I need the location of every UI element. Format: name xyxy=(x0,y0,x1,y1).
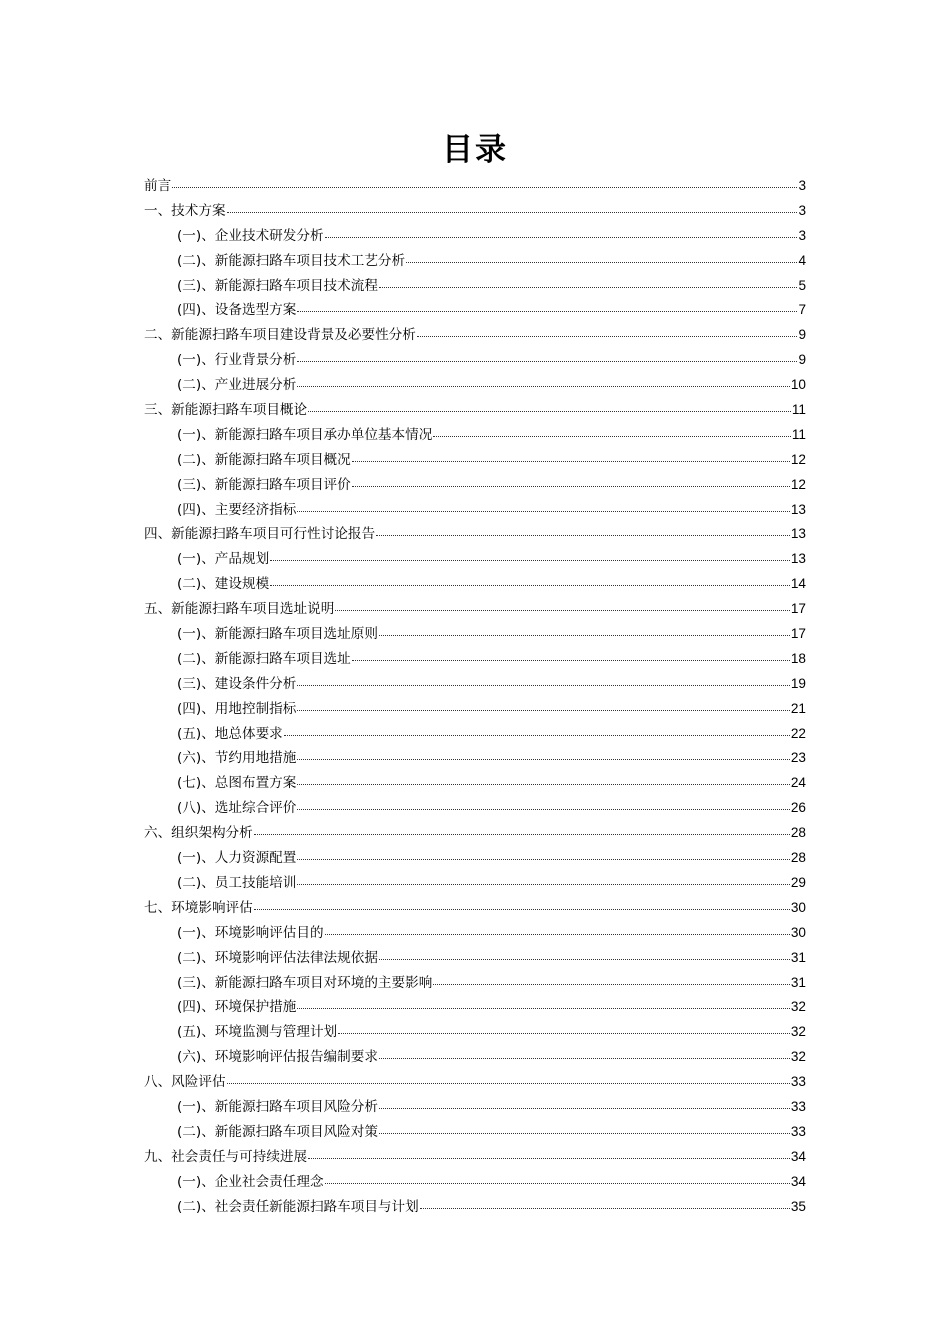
toc-entry-label: 五、新能源扫路车项目选址说明 xyxy=(144,601,335,618)
toc-entry-label: (三)、新能源扫路车项目评价 xyxy=(177,476,351,493)
toc-title: 目录 xyxy=(442,132,508,168)
toc-entry-label: (一)、行业背景分析 xyxy=(177,352,297,369)
toc-page-number: 31 xyxy=(790,974,806,990)
toc-page-number: 12 xyxy=(790,476,806,492)
toc-subsection-entry[interactable] xyxy=(144,971,806,996)
toc-subsection-entry[interactable] xyxy=(144,995,806,1020)
toc-entry-label: (二)、环境影响评估法律法规依据 xyxy=(177,949,378,966)
toc-subsection-entry[interactable] xyxy=(144,373,806,398)
toc-page-number: 32 xyxy=(790,999,806,1015)
toc-entry-label: (四)、环境保护措施 xyxy=(177,999,297,1016)
toc-entry-label: (五)、环境监测与管理计划 xyxy=(177,1024,338,1041)
toc-page-number: 18 xyxy=(790,650,806,666)
toc-entry-label: (一)、企业社会责任理念 xyxy=(177,1173,324,1190)
toc-page-number: 3 xyxy=(798,178,806,193)
toc-dot-leader xyxy=(379,959,790,960)
toc-dot-leader xyxy=(308,411,791,412)
toc-dot-leader xyxy=(376,535,790,536)
toc-page-number: 9 xyxy=(798,352,806,368)
toc-page-number: 4 xyxy=(798,252,806,268)
toc-section-entry[interactable] xyxy=(144,522,806,547)
toc-entry-label: (一)、企业技术研发分析 xyxy=(177,227,324,244)
toc-dot-leader xyxy=(227,212,798,213)
toc-dot-leader xyxy=(297,311,797,312)
toc-entry-label: (三)、新能源扫路车项目对环境的主要影响 xyxy=(177,974,433,991)
toc-page-number: 34 xyxy=(790,1148,806,1164)
toc-page-number: 33 xyxy=(790,1074,806,1090)
toc-dot-leader xyxy=(297,759,790,760)
toc-page-number: 5 xyxy=(798,277,806,293)
toc-dot-leader xyxy=(297,386,790,387)
toc-page-number: 32 xyxy=(790,1049,806,1065)
toc-section-entry[interactable] xyxy=(144,199,806,224)
toc-subsection-entry[interactable] xyxy=(144,697,806,722)
toc-section-entry[interactable] xyxy=(144,398,806,423)
toc-entry-label: (一)、环境影响评估目的 xyxy=(177,924,324,941)
toc-page-number: 10 xyxy=(790,377,806,393)
table-of-contents xyxy=(144,174,806,1219)
toc-page-number: 31 xyxy=(790,949,806,965)
toc-entry-label: 二、新能源扫路车项目建设背景及必要性分析 xyxy=(144,327,416,344)
toc-entry-label: (三)、建设条件分析 xyxy=(177,675,297,692)
toc-page-number: 24 xyxy=(790,775,806,791)
toc-page-number: 13 xyxy=(790,526,806,542)
toc-page-number: 9 xyxy=(798,327,806,343)
toc-page-number: 30 xyxy=(790,899,806,915)
toc-dot-leader xyxy=(406,262,797,263)
toc-dot-leader xyxy=(297,859,790,860)
toc-entry-label: (二)、社会责任新能源扫路车项目与计划 xyxy=(177,1198,419,1215)
toc-section-entry[interactable] xyxy=(144,174,806,199)
toc-entry-label: (二)、新能源扫路车项目概况 xyxy=(177,451,351,468)
toc-subsection-entry[interactable] xyxy=(144,498,806,523)
toc-subsection-entry[interactable] xyxy=(144,921,806,946)
toc-subsection-entry[interactable] xyxy=(144,473,806,498)
toc-dot-leader xyxy=(379,1108,790,1109)
toc-section-entry[interactable] xyxy=(144,896,806,921)
toc-entry-label: 一、技术方案 xyxy=(144,202,226,219)
toc-subsection-entry[interactable] xyxy=(144,547,806,572)
toc-dot-leader xyxy=(270,560,790,561)
toc-subsection-entry[interactable] xyxy=(144,871,806,896)
toc-subsection-entry[interactable] xyxy=(144,946,806,971)
toc-dot-leader xyxy=(420,1208,790,1209)
toc-dot-leader xyxy=(338,1033,790,1034)
toc-section-entry[interactable] xyxy=(144,821,806,846)
toc-entry-label: 九、社会责任与可持续进展 xyxy=(144,1148,308,1165)
toc-dot-leader xyxy=(297,685,790,686)
toc-subsection-entry[interactable] xyxy=(144,1045,806,1070)
toc-entry-label: 前言 xyxy=(144,178,172,194)
toc-page-number: 29 xyxy=(790,874,806,890)
toc-subsection-entry[interactable] xyxy=(144,647,806,672)
toc-subsection-entry[interactable] xyxy=(144,274,806,299)
toc-subsection-entry[interactable] xyxy=(144,1020,806,1045)
toc-section-entry[interactable] xyxy=(144,597,806,622)
toc-page-number: 17 xyxy=(790,601,806,617)
toc-subsection-entry[interactable] xyxy=(144,771,806,796)
toc-dot-leader xyxy=(325,1183,790,1184)
toc-dot-leader xyxy=(227,1083,790,1084)
toc-page-number: 3 xyxy=(798,227,806,243)
toc-page-number: 3 xyxy=(798,202,806,218)
toc-page-number: 22 xyxy=(790,725,806,741)
toc-entry-label: (三)、新能源扫路车项目技术流程 xyxy=(177,277,378,294)
toc-entry-label: (二)、产业进展分析 xyxy=(177,377,297,394)
toc-page-number: 33 xyxy=(790,1123,806,1139)
toc-dot-leader xyxy=(379,1058,790,1059)
toc-page-number: 17 xyxy=(790,626,806,642)
toc-entry-label: (一)、新能源扫路车项目选址原则 xyxy=(177,626,378,643)
toc-dot-leader xyxy=(297,710,790,711)
toc-subsection-entry[interactable] xyxy=(144,572,806,597)
toc-entry-label: (五)、地总体要求 xyxy=(177,725,283,742)
toc-dot-leader xyxy=(352,660,790,661)
toc-subsection-entry[interactable] xyxy=(144,348,806,373)
toc-subsection-entry[interactable] xyxy=(144,746,806,771)
toc-subsection-entry[interactable] xyxy=(144,1120,806,1145)
toc-entry-label: (二)、新能源扫路车项目风险对策 xyxy=(177,1123,378,1140)
toc-dot-leader xyxy=(325,934,790,935)
toc-entry-label: (四)、设备选型方案 xyxy=(177,302,297,319)
toc-dot-leader xyxy=(335,610,790,611)
toc-dot-leader xyxy=(352,486,790,487)
toc-page-number: 12 xyxy=(790,451,806,467)
toc-page-number: 11 xyxy=(791,426,806,442)
toc-page-number: 26 xyxy=(790,800,806,816)
toc-page-number: 32 xyxy=(790,1024,806,1040)
toc-entry-label: (六)、环境影响评估报告编制要求 xyxy=(177,1049,378,1066)
toc-subsection-entry[interactable] xyxy=(144,1195,806,1220)
toc-dot-leader xyxy=(270,585,790,586)
toc-subsection-entry[interactable] xyxy=(144,1170,806,1195)
toc-subsection-entry[interactable] xyxy=(144,249,806,274)
toc-dot-leader xyxy=(254,909,790,910)
toc-entry-label: (二)、新能源扫路车项目技术工艺分析 xyxy=(177,252,406,269)
toc-dot-leader xyxy=(297,784,790,785)
toc-dot-leader xyxy=(297,511,790,512)
toc-page-number: 23 xyxy=(790,750,806,766)
toc-entry-label: (八)、选址综合评价 xyxy=(177,800,297,817)
toc-dot-leader xyxy=(433,984,790,985)
toc-dot-leader xyxy=(308,1158,790,1159)
toc-page-number: 21 xyxy=(790,700,806,716)
toc-page-number: 11 xyxy=(791,402,806,418)
toc-dot-leader xyxy=(297,1008,790,1009)
toc-page-number: 19 xyxy=(790,675,806,691)
toc-section-entry[interactable] xyxy=(144,323,806,348)
toc-page-number: 7 xyxy=(798,302,806,318)
toc-entry-label: (四)、用地控制指标 xyxy=(177,700,297,717)
toc-entry-label: 六、组织架构分析 xyxy=(144,825,253,842)
toc-page-number: 13 xyxy=(790,551,806,567)
toc-dot-leader xyxy=(172,187,797,188)
toc-entry-label: (一)、人力资源配置 xyxy=(177,850,297,867)
toc-subsection-entry[interactable] xyxy=(144,722,806,747)
toc-dot-leader xyxy=(417,336,798,337)
toc-page-number: 30 xyxy=(790,924,806,940)
toc-entry-label: (二)、员工技能培训 xyxy=(177,874,297,891)
toc-subsection-entry[interactable] xyxy=(144,672,806,697)
toc-entry-label: (一)、新能源扫路车项目风险分析 xyxy=(177,1098,378,1115)
toc-dot-leader xyxy=(297,361,797,362)
toc-entry-label: (二)、新能源扫路车项目选址 xyxy=(177,650,351,667)
toc-dot-leader xyxy=(325,237,798,238)
toc-dot-leader xyxy=(379,287,798,288)
toc-page-number: 33 xyxy=(790,1098,806,1114)
toc-page-number: 28 xyxy=(790,850,806,866)
toc-dot-leader xyxy=(352,461,790,462)
toc-dot-leader xyxy=(433,436,791,437)
toc-entry-label: (七)、总图布置方案 xyxy=(177,775,297,792)
toc-page-number: 28 xyxy=(790,825,806,841)
toc-subsection-entry[interactable] xyxy=(144,796,806,821)
toc-page-number: 13 xyxy=(790,501,806,517)
toc-dot-leader xyxy=(379,1133,790,1134)
toc-entry-label: 四、新能源扫路车项目可行性讨论报告 xyxy=(144,526,376,543)
toc-entry-label: (一)、新能源扫路车项目承办单位基本情况 xyxy=(177,426,433,443)
toc-section-entry[interactable] xyxy=(144,1145,806,1170)
toc-subsection-entry[interactable] xyxy=(144,1095,806,1120)
toc-subsection-entry[interactable] xyxy=(144,423,806,448)
toc-entry-label: 八、风险评估 xyxy=(144,1074,226,1091)
toc-dot-leader xyxy=(379,635,790,636)
toc-subsection-entry[interactable] xyxy=(144,448,806,473)
toc-entry-label: (六)、节约用地措施 xyxy=(177,750,297,767)
toc-subsection-entry[interactable] xyxy=(144,622,806,647)
toc-entry-label: (四)、主要经济指标 xyxy=(177,501,297,518)
toc-entry-label: (一)、产品规划 xyxy=(177,551,270,568)
toc-subsection-entry[interactable] xyxy=(144,298,806,323)
toc-subsection-entry[interactable] xyxy=(144,846,806,871)
toc-page-number: 34 xyxy=(790,1173,806,1189)
toc-dot-leader xyxy=(297,884,790,885)
toc-entry-label: (二)、建设规模 xyxy=(177,576,270,593)
toc-dot-leader xyxy=(284,735,790,736)
toc-entry-label: 三、新能源扫路车项目概论 xyxy=(144,402,308,419)
toc-page-number: 14 xyxy=(790,576,806,592)
toc-subsection-entry[interactable] xyxy=(144,224,806,249)
toc-dot-leader xyxy=(297,809,790,810)
toc-entry-label: 七、环境影响评估 xyxy=(144,899,253,916)
toc-page-number: 35 xyxy=(790,1198,806,1214)
toc-section-entry[interactable] xyxy=(144,1070,806,1095)
toc-dot-leader xyxy=(254,834,790,835)
